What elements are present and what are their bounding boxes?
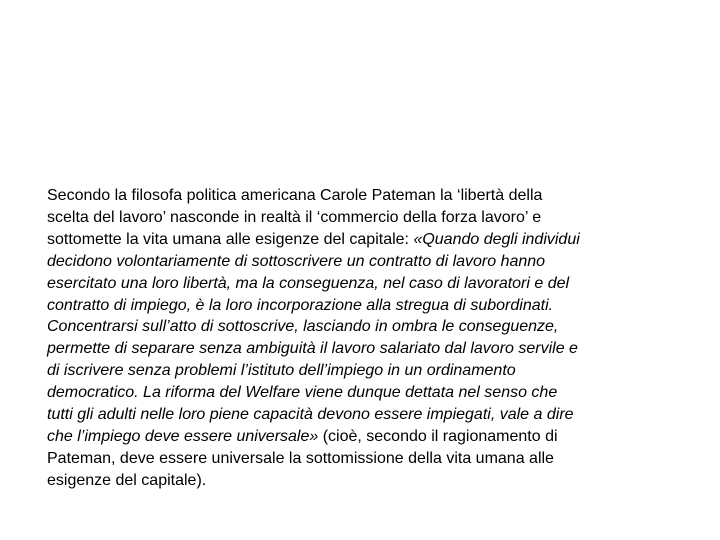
paragraph-line	[47, 229, 677, 251]
text-segment: sottomette la vita umana alle esigenze del capitale:	[47, 230, 414, 248]
paragraph-line	[47, 338, 677, 360]
paragraph-line	[47, 404, 677, 426]
quoted-text-segment: «Quando degli individui	[413, 230, 580, 248]
quoted-text-segment: democratico. La riforma del Welfare viene dunque dettata nel senso che	[47, 384, 558, 402]
paragraph-line	[47, 470, 677, 492]
paragraph-line	[47, 185, 677, 207]
paragraph-line	[47, 360, 677, 382]
quoted-text-segment: tutti gli adulti nelle loro piene capacità devono essere impiegati, vale a dire	[47, 406, 574, 424]
text-segment: scelta del lavoro’ nasconde in realtà il ‘commercio della forza lavoro’ e	[47, 208, 542, 226]
paragraph-line	[47, 316, 677, 338]
quoted-text-segment: decidono volontariamente di sottoscrivere un contratto di lavoro hanno	[47, 252, 546, 270]
paragraph-line	[47, 251, 677, 273]
body-paragraph	[47, 185, 677, 492]
paragraph-line	[47, 448, 677, 470]
quoted-text-segment: Concentrarsi sull’atto di sottoscrive, lasciando in ombra le conseguenze,	[47, 318, 559, 336]
quoted-text-segment: contratto di impiego, è la loro incorporazione alla stregua di subordinati.	[47, 296, 554, 314]
quoted-text-segment: esercitato una loro libertà, ma la conseguenza, nel caso di lavoratori e del	[47, 274, 570, 292]
paragraph-line	[47, 273, 677, 295]
text-segment: Secondo la filosofa politica americana Carole Pateman la ‘libertà della	[47, 187, 543, 204]
quoted-text-segment: permette di separare senza ambiguità il lavoro salariato dal lavoro servile e	[47, 340, 578, 358]
paragraph-line	[47, 382, 677, 404]
text-segment: esigenze del capitale).	[47, 471, 207, 489]
paragraph-line	[47, 207, 677, 229]
quoted-text-segment: che l’impiego deve essere universale»	[47, 427, 319, 445]
quoted-text-segment: di iscrivere senza problemi l’istituto dell’impiego in un ordinamento	[47, 362, 516, 380]
paragraph-line	[47, 295, 677, 317]
text-segment: (cioè, secondo il ragionamento di	[318, 427, 558, 445]
text-segment: Pateman, deve essere universale la sottomissione della vita umana alle	[47, 449, 554, 467]
paragraph-line	[47, 426, 677, 448]
